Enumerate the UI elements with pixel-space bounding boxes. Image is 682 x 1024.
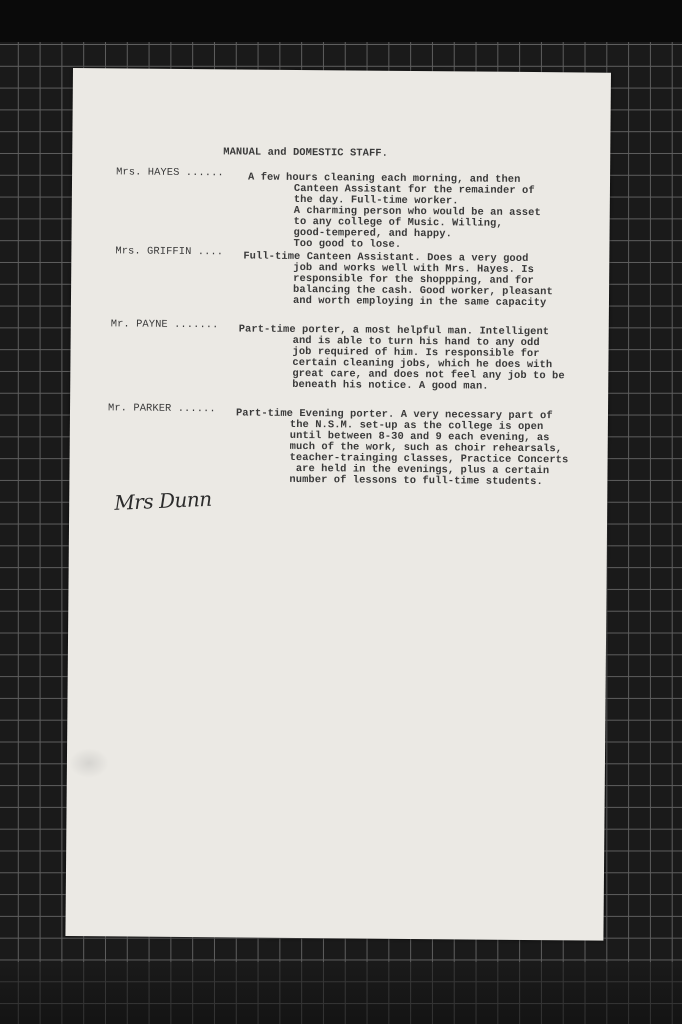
staff-description-line: teacher-trainging classes, Practice Concerts xyxy=(289,451,569,467)
staff-description-line: balancing the cash. Good worker, pleasant xyxy=(293,283,553,299)
handwritten-signature: Mrs Dunn xyxy=(113,486,213,515)
staff-description-line: the N.S.M. set-up as the college is open xyxy=(289,418,544,434)
staff-description-line: beneath his notice. A good man. xyxy=(292,378,489,393)
staff-description-line: Full-time Canteen Assistant. Does a very good xyxy=(243,250,529,265)
staff-description-line: certain cleaning jobs, which he does with xyxy=(292,356,553,372)
staff-description-line: are held in the evenings, plus a certain xyxy=(289,462,550,478)
staff-description-line: responsible for the shoppping, and for xyxy=(293,272,534,288)
staff-description-line: and worth employing in the same capacity xyxy=(292,294,547,310)
staff-description-line: Canteen Assistant for the remainder of xyxy=(293,182,535,198)
staff-name-payne: Mr. PAYNE ....... xyxy=(110,318,219,332)
staff-name-hayes: Mrs. HAYES ...... xyxy=(116,166,224,180)
staff-description-line: much of the work, such as choir rehearsals, xyxy=(289,440,563,456)
staff-description-line: great care, and does not feel any job to be xyxy=(292,367,565,383)
staff-description-line: Part-time Evening porter. A very necessary part of xyxy=(235,407,553,423)
staff-description-line: good-tempered, and happy. xyxy=(293,226,453,241)
staff-description-line: Too good to lose. xyxy=(293,237,402,251)
staff-name-griffin: Mrs. GRIFFIN .... xyxy=(115,245,224,259)
staff-description-line: the day. Full-time worker. xyxy=(293,193,459,208)
staff-description-line: number of lessons to full-time students. xyxy=(289,473,543,489)
staff-name-parker: Mr. PARKER ...... xyxy=(107,402,216,416)
paper-smudge xyxy=(69,748,109,778)
staff-description-line: Part-time porter, a most helpful man. Intelligent xyxy=(238,323,550,339)
staff-description-line: to any college of Music. Willing, xyxy=(293,215,503,230)
staff-description-line: job required of him. Is responsible for xyxy=(292,345,540,361)
document-title: MANUAL and DOMESTIC STAFF. xyxy=(223,146,389,160)
staff-description-line: job and works well with Mrs. Hayes. Is xyxy=(293,261,535,277)
typed-document-page xyxy=(65,68,611,941)
staff-description-line: A few hours cleaning each morning, and then xyxy=(247,171,521,186)
staff-description-line: A charming person who would be an asset xyxy=(293,204,541,220)
top-background-band xyxy=(0,0,682,42)
staff-description-line: until between 8-30 and 9 each evening, as xyxy=(289,429,550,445)
bottom-background-band xyxy=(0,962,682,1024)
staff-description-line: and is able to turn his hand to any odd xyxy=(292,334,540,350)
